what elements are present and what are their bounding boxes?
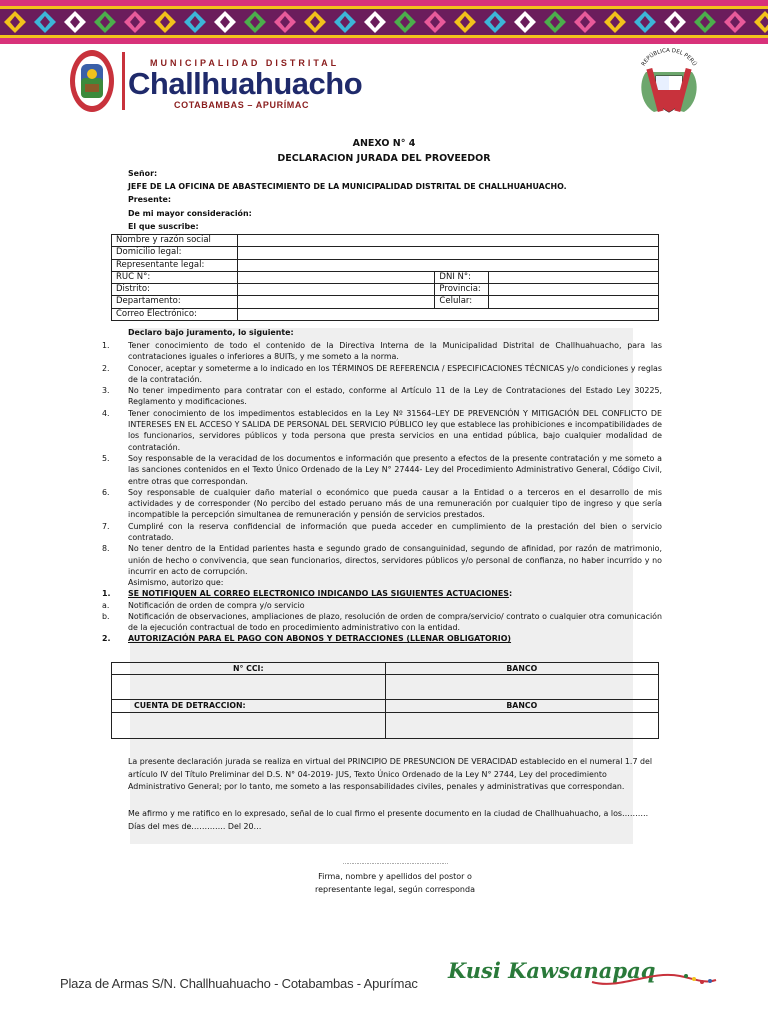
representante-label: Representante legal: [112,259,238,271]
footer-address: Plaza de Armas S/N. Challhuahuacho - Cotabambas - Apurímac [60,976,418,991]
form-row-correo [112,308,659,320]
signature-caption-2: representante legal, según corresponda [315,885,475,894]
declaration-item-number: 3. [102,386,110,396]
representante-field[interactable] [237,259,658,271]
declaration-item-text: Tener conocimiento de los impedimentos establecidos en la Ley Nº 31564–LEY DE PREVENCIÓN Y MITIGACIÓN DEL CONFLICTO DE INTERESES EN EL ACCESO Y SALIDA DE PERSONAL DEL SERVICIO PÚBLICO ley que establece las prohibiciones e incompatibilidades de los funcionarios, servidores públicos y toda persona que presta servicios en una entidad pública, bajo cualquier modalidad de contratación. [128,408,662,452]
notification-item-text: Notificación de orden de compra y/o servicio [128,600,305,610]
closing-paragraph-1: La presente declaración jurada se realiza en virtual del PRINCIPIO DE PRESUNCION DE VERACIDAD establecido en el numeral 1.7 del artículo IV del Título Preliminar del D.S. N° 04-2019- JUS, Texto Único Ordenado de la Ley N° 2744, Ley del procedimiento Administrativo General; por lo tanto, me someto a las responsabilidades civiles, penales y administrativas que correspondan. [128,757,653,792]
provincia-field[interactable] [489,284,659,296]
header-divider [122,52,125,110]
declaration-item [102,487,662,521]
section-1-number: 1. [102,589,111,599]
dni-field[interactable] [489,271,659,283]
declaration-item-text: Cumpliré con la reserva confidencial de información que pueda acceder en cumplimiento de la prestación del bien o servicio contratado. [128,521,662,543]
declaration-item [102,543,662,577]
bank-header-row-1 [112,663,659,675]
declaration-item-text: Soy responsable de la veracidad de los documentos e información que presento a efectos de la presente contratación y me someto a las sanciones contenidos en el Texto Único Ordenado de la Ley N° 27444- Ley del Procedimiento Administrativo General, Código Civil, entre otras que correspondan. [128,453,662,486]
celular-field[interactable] [489,296,659,308]
distrito-label: Distrito: [112,284,238,296]
salutation-recipient: JEFE DE LA OFICINA DE ABASTECIMIENTO DE LA MUNICIPALIDAD DISTRITAL DE CHALLHUAHUACHO. [128,182,567,191]
ruc-field[interactable] [237,271,434,283]
razon-social-label: Nombre y razón social [112,235,238,247]
declaration-item-number: 1. [102,341,110,350]
banco-field-1[interactable] [385,675,658,700]
banco-field-2[interactable] [385,712,658,738]
departamento-field[interactable] [237,296,434,308]
bank-input-row-2 [112,712,659,738]
cci-field[interactable] [112,675,386,700]
declaration-list [102,340,662,577]
form-row-distrito-provincia [112,284,659,296]
cci-label: N° CCI: [112,663,386,675]
declaration-item [102,340,662,363]
letterhead [0,48,768,120]
annex-title: ANEXO N° 4 [352,138,416,149]
declaration-item-number: 7. [102,521,110,531]
declaration-item [102,408,662,453]
distrito-field[interactable] [237,284,434,296]
banco-label-1: BANCO [385,663,658,675]
declaration-item-text: Conocer, aceptar y someterme a lo indicado en los TÉRMINOS DE REFERENCIA / ESPECIFICACIONES TÉCNICAS y/o condiciones y reglas de la contratación. [128,363,662,384]
signature-caption-1: Firma, nombre y apellidos del postor o [318,871,472,881]
notification-item-text: Notificación de observaciones, ampliaciones de plazo, resolución de orden de compra/servicio/ contrato o cualquier otra comunicación de la ejecución contractual de todo en procedimiento administrativo con la entidad. [128,611,662,633]
form-row-razon-social [112,235,659,247]
declaration-item-number: 2. [102,363,110,373]
form-row-ruc-dni [112,271,659,283]
svg-text:REPÚBLICA DEL PERÚ [641,48,698,67]
asimismo-text: Asimismo, autorizo que: [128,578,224,587]
form-row-departamento-celular [112,296,659,308]
celular-label: Celular: [435,296,489,308]
razon-social-field[interactable] [237,235,658,247]
declaration-item [102,385,662,408]
detraccion-label: CUENTA DE DETRACCION: [112,700,386,712]
declaration-item-number: 6. [102,487,110,497]
bank-header-row-2 [112,700,659,712]
form-row-domicilio [112,247,659,259]
asimismo-line [102,577,662,588]
domicilio-field[interactable] [237,247,658,259]
signature-block [290,856,500,897]
notification-sublist [102,600,662,634]
document-title: DECLARACION JURADA DEL PROVEEDOR [277,153,491,164]
footer-slogan: Kusi Kawsanapaq [448,958,656,983]
section-1-text: SE NOTIFIQUEN AL CORREO ELECTRONICO INDICANDO LAS SIGUIENTES ACTUACIONES [128,589,509,599]
provincia-label: Provincia: [435,284,489,296]
domicilio-label: Domicilio legal: [112,247,238,259]
bank-accounts-table [111,662,659,739]
section-1-colon: : [508,589,513,599]
dni-label: DNI N°: [435,271,489,283]
slogan-decoration-icon [590,960,720,1000]
declaration-intro: Declaro bajo juramento, lo siguiente: [128,328,294,337]
notification-item [102,600,662,611]
notification-item-letter: b. [102,611,110,621]
declaration-item-number: 5. [102,453,110,463]
declaration-item [102,453,662,487]
peru-shield-caption: REPÚBLICA DEL PERÚ [640,48,698,68]
municipality-name: Challhuahuacho [128,66,363,101]
ruc-label: RUC N°: [112,271,238,283]
form-row-representante [112,259,659,271]
declaration-item-number: 4. [102,408,110,418]
declaration-item [102,363,662,386]
departamento-label: Departamento: [112,296,238,308]
banco-label-2: BANCO [385,700,658,712]
salutation-consideration: De mi mayor consideración: [128,209,252,218]
declaration-item-text: No tener dentro de la Entidad parientes hasta e segundo grado de consanguinidad, segundo de afinidad, por razón de matrimonio, unión de hecho o convivencia, que sean funcionarios, directos, servidores públicos y/o personal de confianza, no haber incurrido y no incurrir en acto de corrupción. [128,544,662,576]
declaration-item-text: Tener conocimiento de todo el contenido de la Directiva Interna de la Municipalidad Distrital de Challhuahuacho, para las contrataciones iguales o inferiores a 8UITs, y me someto a la norma. [128,341,662,362]
notification-item-letter: a. [102,600,110,610]
correo-label: Correo Electrónico: [112,308,238,320]
declaration-item [102,521,662,544]
municipality-location: COTABAMBAS – APURÍMAC [174,100,310,110]
notification-item [102,611,662,634]
declaration-item-text: No tener impedimento para contratar con el estado, conforme al Artículo 11 de la Ley de Contrataciones del Estado Ley 30225, Reglamento y modificaciones. [128,386,662,407]
declaration-item-text: Soy responsable de cualquier daño material o económico que pueda causar a la Entidad o a terceros en el desarrollo de mis actividades y de corresponder (No percibo del estado peruano más de una remuneración por cualquier tipo de ingreso y que sería incompatible la percepción simultanea de remuneración y pensión de servicios prestados. [128,487,662,520]
signature-line: ……………………………………………………… [342,859,448,866]
section-2-text: AUTORIZACIÓN PARA EL PAGO CON ABONOS Y DETRACCIONES (LLENAR OBLIGATORIO) [128,634,512,644]
salutation-senor: Señor: [128,169,158,178]
supplier-data-form [111,234,659,321]
closing-paragraph-2: Me afirmo y me ratifico en lo expresado, señal de lo cual firmo el presente documento en la ciudad de Challhuahuacho, a los………. Días del mes de…………. Del 20… [128,809,649,831]
municipal-shield-icon [68,48,116,114]
salutation-presente: Presente: [128,195,171,204]
section-1-heading [102,588,662,599]
salutation-suscribe: El que suscribe: [128,222,199,231]
bank-input-row-1 [112,675,659,700]
peru-national-shield-icon [632,48,706,118]
header-decorative-band [0,0,768,44]
declaration-item-number: 8. [102,544,110,554]
section-2-number: 2. [102,634,111,644]
municipality-label: MUNICIPALIDAD DISTRITAL [150,58,340,68]
authorization-section [102,577,662,645]
section-2-heading [102,633,662,644]
correo-field[interactable] [237,308,658,320]
detraccion-field[interactable] [112,712,386,738]
